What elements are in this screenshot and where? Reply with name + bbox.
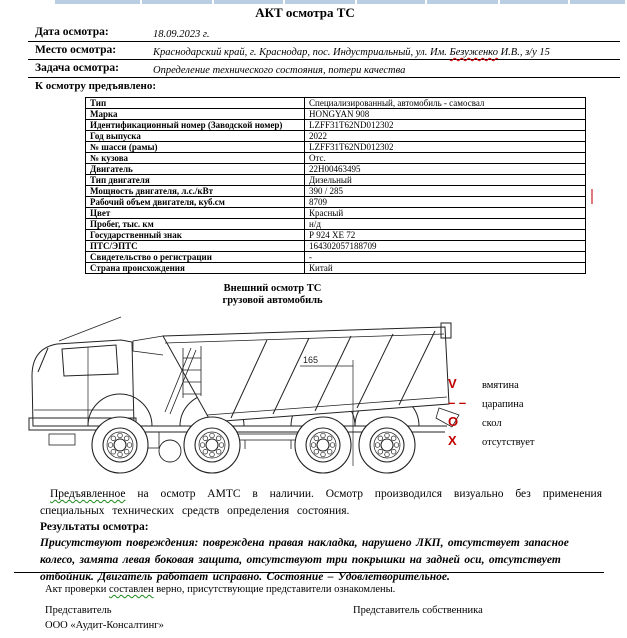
text-run: 2022 bbox=[309, 131, 327, 141]
legend-row bbox=[448, 432, 535, 451]
header-field-value bbox=[153, 29, 209, 40]
text-run: /кВт bbox=[194, 186, 214, 196]
row-value bbox=[305, 131, 586, 142]
inspection-subtitle: грузовой автомобиль bbox=[222, 295, 323, 306]
misspelled-word: Специализированный, bbox=[309, 98, 396, 108]
text-run: № шасси (рамы) bbox=[90, 142, 158, 152]
dump-truck-diagram bbox=[15, 314, 460, 482]
row-value bbox=[305, 120, 586, 131]
text-run: Рабочий объем двигателя, bbox=[90, 197, 199, 207]
text-run: Год выпуска bbox=[90, 131, 141, 141]
text-run: HONGYAN 908 bbox=[309, 109, 370, 119]
page-title: АКТ осмотра ТС bbox=[255, 5, 355, 20]
row-label bbox=[86, 197, 305, 208]
text-run: 22H00463495 bbox=[309, 164, 361, 174]
legend-row bbox=[448, 394, 535, 413]
text-run: ПТС/ЭПТС bbox=[90, 241, 138, 251]
text-run: Определение технического состояния, потери качества bbox=[153, 65, 406, 76]
strip-divider bbox=[425, 0, 427, 4]
strip-divider bbox=[283, 0, 285, 4]
text-run: Пробег, тыс. км bbox=[90, 219, 154, 229]
misspelled-word: Предъявленное bbox=[50, 488, 126, 500]
header-field-row bbox=[28, 24, 620, 42]
table-row bbox=[86, 241, 586, 252]
text-run: LZFF31T62ND012302 bbox=[309, 142, 394, 152]
side-guard-legs bbox=[245, 440, 291, 449]
presented-heading: К осмотру предъявлено: bbox=[35, 80, 157, 92]
text-run: 8709 bbox=[309, 197, 327, 207]
owner-representative-label: Представитель собственника bbox=[353, 605, 483, 616]
row-value bbox=[305, 153, 586, 164]
row-value bbox=[305, 230, 586, 241]
row-value bbox=[305, 208, 586, 219]
text-run: Акт проверки bbox=[45, 584, 110, 595]
text-run: Тип bbox=[90, 98, 107, 108]
text-run: Государственный знак bbox=[90, 230, 182, 240]
table-row bbox=[86, 153, 586, 164]
text-run: Мощность двигателя, bbox=[90, 186, 182, 196]
header-field-row bbox=[28, 42, 620, 60]
row-value bbox=[305, 252, 586, 263]
wheel-4 bbox=[359, 417, 415, 473]
table-row bbox=[86, 208, 586, 219]
strip-divider bbox=[212, 0, 214, 4]
mirror-arm bbox=[59, 317, 121, 341]
text-run: И.В., з/у 15 bbox=[497, 47, 550, 58]
text-run: - bbox=[309, 252, 312, 262]
legend-symbol-icon: X bbox=[448, 433, 457, 448]
header-field-value bbox=[153, 47, 550, 58]
text-run: на осмотр АМТС в наличии. Осмотр производился визуально без применения специальных технических средств определения состояния. bbox=[40, 488, 602, 517]
text-run: Идентификационный номер (Заводской номер) bbox=[90, 120, 283, 130]
strip-divider bbox=[355, 0, 357, 4]
row-value bbox=[305, 175, 586, 186]
row-label bbox=[86, 131, 305, 142]
cab-step bbox=[49, 434, 75, 445]
legend-label: скол bbox=[482, 418, 502, 429]
row-label bbox=[86, 98, 305, 109]
row-value bbox=[305, 109, 586, 120]
text-run: Краснодарский край, г. Краснодар, пос. Индустриальный, ул. Им. bbox=[153, 47, 450, 58]
row-value bbox=[305, 164, 586, 175]
table-row bbox=[86, 131, 586, 142]
vehicle-details-table bbox=[85, 97, 586, 274]
table-row bbox=[86, 219, 586, 230]
legend-row bbox=[448, 413, 535, 432]
text-run: Свидетельство о регистрации bbox=[90, 252, 212, 262]
row-label bbox=[86, 153, 305, 164]
text-run: Тип двигателя bbox=[90, 175, 150, 185]
misspelled-word: Р bbox=[309, 230, 315, 240]
misspelled-word: л.с. bbox=[181, 186, 195, 196]
legend-label: отсутствует bbox=[482, 437, 535, 448]
row-label bbox=[86, 120, 305, 131]
table-row bbox=[86, 186, 586, 197]
row-label bbox=[86, 142, 305, 153]
row-label bbox=[86, 186, 305, 197]
row-label bbox=[86, 164, 305, 175]
text-run: автомобиль - самосвал bbox=[395, 98, 485, 108]
table-row bbox=[86, 230, 586, 241]
row-label bbox=[86, 175, 305, 186]
text-run: Марка bbox=[90, 109, 118, 119]
legend-symbol-icon: – – bbox=[448, 395, 467, 410]
row-value bbox=[305, 186, 586, 197]
misspelled-word: Безуженко bbox=[449, 47, 498, 58]
table-row bbox=[86, 175, 586, 186]
results-heading: Результаты осмотра: bbox=[40, 521, 149, 533]
header-field-label: Место осмотра: bbox=[35, 44, 117, 56]
row-label bbox=[86, 219, 305, 230]
legend-label: царапина bbox=[482, 399, 524, 410]
text-run: Красный bbox=[309, 208, 344, 218]
revision-change-bar bbox=[591, 189, 593, 204]
table-row bbox=[86, 252, 586, 263]
text-run: Двигатель bbox=[90, 164, 133, 174]
inspection-title: Внешний осмотр ТС bbox=[223, 283, 322, 294]
wheel-2 bbox=[184, 417, 240, 473]
table-row bbox=[86, 120, 586, 131]
row-value bbox=[305, 219, 586, 230]
legend-symbol-icon: V bbox=[448, 376, 457, 391]
row-label bbox=[86, 252, 305, 263]
legend-symbol-icon: O bbox=[448, 414, 459, 429]
text-run: Китай bbox=[309, 263, 333, 273]
table-row bbox=[86, 109, 586, 120]
representative-org: ООО «Аудит-Консалтинг» bbox=[45, 620, 164, 631]
misspelled-word: составлен bbox=[109, 584, 154, 595]
table-row bbox=[86, 263, 586, 274]
header-fields bbox=[28, 24, 620, 78]
cropped-spreadsheet-strip bbox=[55, 0, 625, 4]
legend-row bbox=[448, 375, 535, 394]
header-field-label: Дата осмотра: bbox=[35, 26, 109, 38]
cab-outline bbox=[32, 340, 134, 426]
row-label bbox=[86, 208, 305, 219]
air-tank bbox=[159, 440, 181, 462]
row-value bbox=[305, 197, 586, 208]
text-run: н/д bbox=[309, 219, 321, 229]
misspelled-word: куб.см bbox=[198, 197, 225, 207]
row-label bbox=[86, 109, 305, 120]
table-row bbox=[86, 142, 586, 153]
row-value bbox=[305, 241, 586, 252]
table-row bbox=[86, 164, 586, 175]
wheel-3 bbox=[295, 417, 351, 473]
row-value bbox=[305, 98, 586, 109]
row-value bbox=[305, 263, 586, 274]
table-row bbox=[86, 98, 586, 109]
dimension-label: 165 bbox=[303, 355, 319, 365]
row-label bbox=[86, 230, 305, 241]
strip-divider bbox=[568, 0, 570, 4]
table-row bbox=[86, 197, 586, 208]
text-run: верно, присутствующие представители ознакомлены. bbox=[153, 584, 396, 595]
representative-label: Представитель bbox=[45, 605, 112, 616]
text-run: 924 ХЕ 72 bbox=[314, 230, 356, 240]
misspelled-word: Отс. bbox=[309, 153, 326, 163]
header-field-label: Задача осмотра: bbox=[35, 62, 119, 74]
text-run: 164302057188709 bbox=[309, 241, 377, 251]
cab-protector bbox=[133, 336, 163, 355]
misspelled-word: Дизельный bbox=[309, 175, 352, 185]
confirmation-line bbox=[45, 584, 605, 595]
wheel-1 bbox=[92, 417, 148, 473]
row-value bbox=[305, 142, 586, 153]
row-label bbox=[86, 241, 305, 252]
results-underline bbox=[14, 572, 604, 573]
text-run: Страна происхождения bbox=[90, 263, 185, 273]
legend-label: вмятина bbox=[482, 380, 519, 391]
results-text: Присутствуют повреждения: повреждена правая накладка, нарушено ЛКП, отсутствует запасное колесо, замята левая боковая защита, отсутствуют три покрышки на задней оси, отсутствует отбойник. Двигатель работает исправно. Состояние – Удовлетворительное. bbox=[40, 537, 569, 583]
text-run: 18.09.2023 г. bbox=[153, 29, 210, 40]
text-run: Цвет bbox=[90, 208, 111, 218]
side-guard bbox=[231, 434, 305, 440]
damage-legend bbox=[448, 375, 535, 451]
text-run: 390 / 285 bbox=[309, 186, 344, 196]
text-run: № кузова bbox=[90, 153, 129, 163]
strip-divider bbox=[140, 0, 142, 4]
header-field-value bbox=[153, 65, 405, 76]
availability-paragraph bbox=[40, 486, 602, 520]
strip-divider bbox=[498, 0, 500, 4]
text-run: LZFF31T62ND012302 bbox=[309, 120, 394, 130]
header-field-row bbox=[28, 60, 620, 78]
row-label bbox=[86, 263, 305, 274]
